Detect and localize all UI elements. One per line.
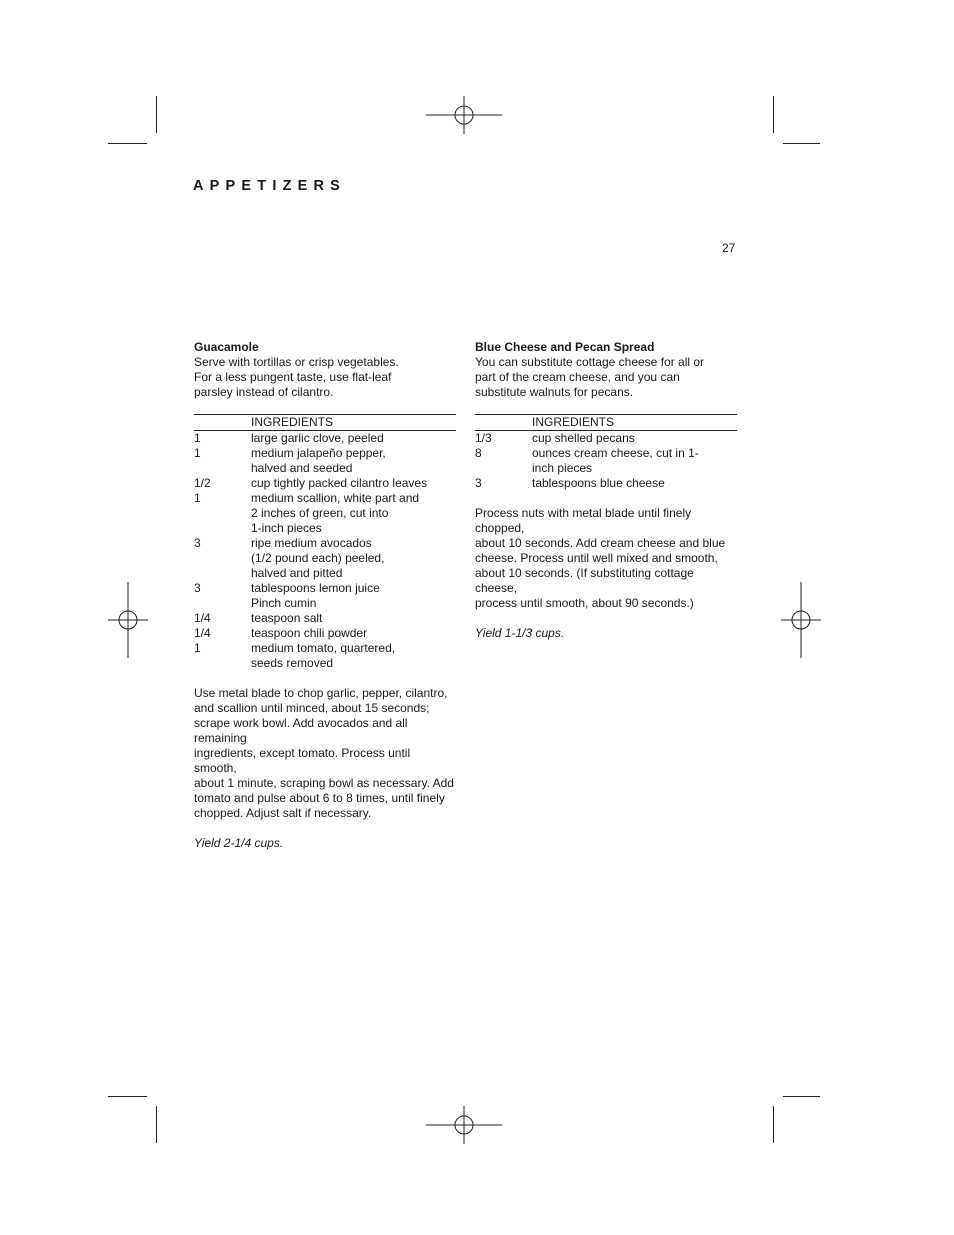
recipe-title: Guacamole xyxy=(194,340,259,354)
ingredient-line: teaspoon chili powder xyxy=(251,626,368,640)
method-line: cheese. Process until well mixed and smooth, xyxy=(475,551,718,565)
ingredient-row xyxy=(475,431,737,446)
ingredient-row xyxy=(194,446,456,476)
crop-mark-top-left-vertical xyxy=(156,96,157,133)
ingredient-line: cup shelled pecans xyxy=(532,431,635,445)
ingredient-row xyxy=(194,641,456,671)
recipe-yield: Yield 2-1/4 cups. xyxy=(194,836,284,850)
recipe-yield: Yield 1-1/3 cups. xyxy=(475,626,565,640)
ingredient-quantity: 1/2 xyxy=(194,476,211,490)
ingredient-row xyxy=(194,491,456,536)
ingredient-quantity: 1/4 xyxy=(194,626,211,640)
method-line: tomato and pulse about 6 to 8 times, until finely xyxy=(194,791,445,805)
crop-mark-bottom-right-horizontal xyxy=(783,1096,820,1097)
method-line: Use metal blade to chop garlic, pepper, cilantro, xyxy=(194,686,448,700)
ingredient-row xyxy=(194,596,456,611)
method-line: and scallion until minced, about 15 seconds; xyxy=(194,701,430,715)
recipe-title: Blue Cheese and Pecan Spread xyxy=(475,340,655,354)
ingredients-header: INGREDIENTS xyxy=(475,414,737,431)
page-number: 27 xyxy=(722,241,736,255)
registration-mark-bottom-icon xyxy=(426,1106,502,1144)
method-line: process until smooth, about 90 seconds.) xyxy=(475,596,694,610)
crop-mark-top-left-horizontal xyxy=(108,143,147,144)
recipe-intro xyxy=(194,355,456,400)
ingredient-row xyxy=(194,476,456,491)
ingredient-line: large garlic clove, peeled xyxy=(251,431,384,445)
ingredient-description xyxy=(251,641,456,671)
method-line: about 10 seconds. (If substituting cottage cheese, xyxy=(475,566,694,595)
ingredient-line: medium jalapeño pepper, xyxy=(251,446,386,460)
registration-mark-left-icon xyxy=(108,582,148,658)
registration-mark-right-icon xyxy=(781,582,821,658)
ingredient-line: Pinch cumin xyxy=(251,596,317,610)
ingredient-row xyxy=(194,431,456,446)
ingredient-quantity xyxy=(194,596,251,611)
ingredient-row xyxy=(475,476,737,491)
ingredient-line: ripe medium avocados xyxy=(251,536,372,550)
method-line: scrape work bowl. Add avocados and all remaining xyxy=(194,716,408,745)
crop-mark-top-right-vertical xyxy=(773,96,774,133)
ingredient-description xyxy=(251,596,456,611)
ingredient-row xyxy=(194,581,456,596)
ingredient-line: cup tightly packed cilantro leaves xyxy=(251,476,428,490)
ingredient-quantity: 1/3 xyxy=(475,431,492,445)
method-line: chopped. Adjust salt if necessary. xyxy=(194,806,372,820)
ingredient-quantity: 1 xyxy=(194,446,201,460)
ingredient-row xyxy=(194,536,456,581)
ingredient-description xyxy=(251,536,456,581)
ingredient-quantity: 1 xyxy=(194,491,201,505)
ingredient-description xyxy=(251,446,456,476)
ingredient-line: tablespoons lemon juice xyxy=(251,581,380,595)
method-line: about 1 minute, scraping bowl as necessary. Add xyxy=(194,776,454,790)
method-line: about 10 seconds. Add cream cheese and blue xyxy=(475,536,726,550)
ingredient-row xyxy=(475,446,737,476)
ingredient-line: 2 inches of green, cut into xyxy=(251,506,389,520)
crop-mark-top-right-horizontal xyxy=(783,143,820,144)
ingredient-quantity: 3 xyxy=(475,476,482,490)
intro-line: For a less pungent taste, use flat-leaf xyxy=(194,370,392,384)
ingredient-line: medium tomato, quartered, xyxy=(251,641,396,655)
ingredient-description xyxy=(251,611,456,626)
ingredients-list xyxy=(475,431,737,491)
ingredient-line: tablespoons blue cheese xyxy=(532,476,665,490)
ingredient-line: 1-inch pieces xyxy=(251,521,322,535)
ingredient-line: teaspoon salt xyxy=(251,611,323,625)
crop-mark-bottom-right-vertical xyxy=(773,1106,774,1143)
ingredient-row xyxy=(194,611,456,626)
method-line: ingredients, except tomato. Process until smooth, xyxy=(194,746,411,775)
recipe-method xyxy=(194,686,456,821)
section-title: APPETIZERS xyxy=(193,178,347,194)
ingredient-row xyxy=(194,626,456,641)
intro-line: part of the cream cheese, and you can xyxy=(475,370,680,384)
method-line: Process nuts with metal blade until finely chopped, xyxy=(475,506,692,535)
ingredient-quantity: 1 xyxy=(194,431,201,445)
ingredient-line: (1/2 pound each) peeled, xyxy=(251,551,385,565)
ingredient-description xyxy=(532,431,737,446)
registration-mark-top-icon xyxy=(426,96,502,134)
ingredient-description xyxy=(251,581,456,596)
ingredient-quantity: 1/4 xyxy=(194,611,211,625)
recipe-guacamole xyxy=(194,340,456,851)
intro-line: Serve with tortillas or crisp vegetables. xyxy=(194,355,399,369)
ingredients-list xyxy=(194,431,456,671)
ingredient-line: medium scallion, white part and xyxy=(251,491,420,505)
ingredient-quantity: 3 xyxy=(194,536,201,550)
intro-line: You can substitute cottage cheese for all or xyxy=(475,355,705,369)
ingredient-description xyxy=(532,446,737,476)
ingredient-description xyxy=(251,431,456,446)
ingredient-description xyxy=(251,491,456,536)
ingredient-line: halved and seeded xyxy=(251,461,353,475)
ingredient-quantity: 3 xyxy=(194,581,201,595)
recipe-method xyxy=(475,506,737,611)
intro-line: substitute walnuts for pecans. xyxy=(475,385,634,399)
intro-line: parsley instead of cilantro. xyxy=(194,385,334,399)
recipe-intro xyxy=(475,355,737,400)
ingredient-line: ounces cream cheese, cut in 1- xyxy=(532,446,699,460)
ingredient-quantity: 8 xyxy=(475,446,482,460)
ingredient-line: halved and pitted xyxy=(251,566,343,580)
ingredient-line: inch pieces xyxy=(532,461,593,475)
ingredient-quantity: 1 xyxy=(194,641,201,655)
recipe-blue-cheese-pecan-spread xyxy=(475,340,737,641)
crop-mark-bottom-left-horizontal xyxy=(108,1096,147,1097)
ingredient-description xyxy=(251,626,456,641)
ingredients-header: INGREDIENTS xyxy=(194,414,456,431)
ingredient-description xyxy=(251,476,456,491)
crop-mark-bottom-left-vertical xyxy=(156,1106,157,1143)
ingredient-description xyxy=(532,476,737,491)
ingredient-line: seeds removed xyxy=(251,656,334,670)
